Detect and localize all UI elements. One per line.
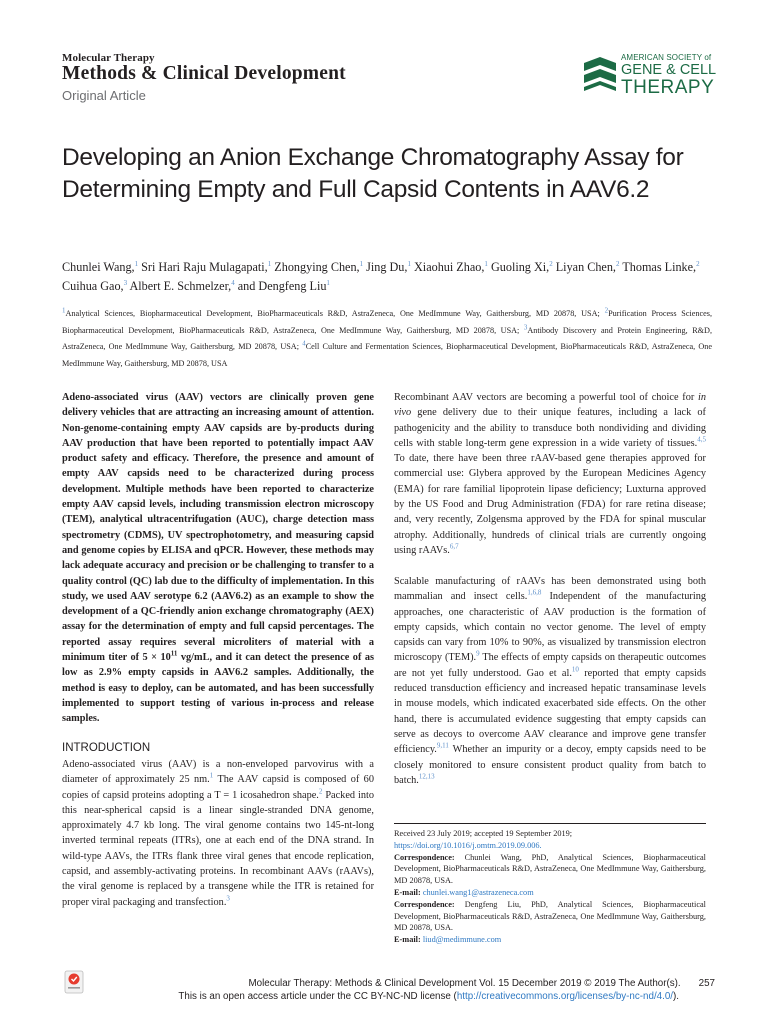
received-dates: Received 23 July 2019; accepted 19 September 2019; — [394, 829, 573, 838]
abstract-text-2: vg/mL, and it can detect the presence of as low as 2.9% empty capsids in AAV6.2 samples. Additionally, the method is easy to deploy, can be automated, and has been successfully implemented to support testing of various in-process and release samples. — [62, 652, 374, 725]
correspondence-text-1: Chunlei Wang, PhD, Analytical Sciences, Biopharmaceutical Development, BioPharmaceuticals R&D, AstraZeneca, One MedImmune Way, Gaithersburg, MD 20878, USA. — [394, 852, 706, 886]
author-name: Cuihua Gao, — [62, 279, 124, 293]
doi-link[interactable]: https://doi.org/10.1016/j.omtm.2019.09.006. — [394, 840, 542, 850]
logo-line-1: AMERICAN SOCIETY of — [621, 53, 712, 62]
journal-series-name: Molecular Therapy — [62, 52, 155, 64]
right-column-paragraph-1 — [394, 390, 706, 558]
reference-marker[interactable]: 9,11 — [436, 741, 449, 750]
text-run: To date, there have been three rAAV-based gene therapies approved for commercial use: Glybera approved by the European Medicines Agency (EMA) for rare familial lipoprotein lipase deficiency; Luxturna approved by the US Food and Drug Administration (FDA) for rare retina disease; and, very recently, Zolgensma approved by the FDA for spinal muscular atrophy. Additionally, hundreds of clinical trials are currently ongoing using rAAVs. — [394, 453, 706, 556]
affiliation-marker: 1 — [267, 259, 272, 268]
affiliation-number: 2 — [604, 306, 609, 315]
abstract-exponent: 11 — [170, 649, 178, 658]
author-name: and Dengfeng Liu — [237, 279, 327, 293]
license-text-pre: This is an open access article under the CC BY-NC-ND license ( — [178, 990, 457, 1002]
text-run: gene delivery due to their unique features, including a lack of pathogenicity and the ability to transduce both nondividing and dividing cells with stable long-term gene expression in a wide variety of tissues. — [394, 407, 706, 449]
page-footer — [170, 978, 715, 1003]
introduction-heading: INTRODUCTION — [62, 742, 151, 754]
check-for-updates-icon[interactable] — [64, 970, 84, 994]
footer-citation: Molecular Therapy: Methods & Clinical Development Vol. 15 December 2019 © 2019 The Author(s). — [248, 978, 681, 989]
body-paragraph — [394, 574, 706, 788]
author-name: Zhongying Chen, — [274, 260, 360, 274]
author-name: Albert E. Schmelzer, — [129, 279, 232, 293]
affiliation-marker: 2 — [696, 259, 700, 268]
author-name: Liyan Chen, — [555, 260, 616, 274]
affiliation-marker: 1 — [359, 259, 364, 268]
license-link[interactable]: http://creativecommons.org/licenses/by-nc-nd/4.0/ — [456, 990, 674, 1002]
author-list — [62, 258, 722, 296]
affiliation-marker: 1 — [326, 278, 330, 287]
affiliation-text: Antibody Discovery and Protein Engineering, R&D, AstraZeneca, One MedImmune Way, Gaithersburg, MD 20878, USA; — [62, 325, 713, 351]
text-run: Scalable manufacturing of rAAVs has been demonstrated using both mammalian and insect cells. — [394, 576, 706, 603]
society-logo — [582, 52, 732, 98]
logo-line-2: GENE & CELL — [621, 62, 717, 78]
abstract-text-1: Adeno-associated virus (AAV) vectors are clinically proven gene delivery vehicles that are attracting an increasing amount of attention. Non-genome-containing empty AAV capsids are by-products during AAV production that have been reported to potentially impact AAV product safety and efficacy. Therefore, the presence and amount of empty AAV capsids need to be characterized during process development. Multiple methods have been reported to characterize empty AAV capsid levels, including transmission electron microscopy (TEM), analytical ultracentrifugation (AUC), charge detection mass spectrometry (CDMS), UV spectrophotometry, and measuring capsid and genome copies by ELISA and qPCR. However, these methods may lack adequate accuracy and precision or be challenging to transfer to a quality control (QC) lab due to the difficulty of implementation. In this study, we used AAV serotype 6.2 (AAV6.2) as an example to show the development of a QC-friendly anion exchange chromatography (AEX) assay for the determination of empty and full capsid percentages. The reported assay requires several microliters of material with a minimum titer of 5 × 10 — [62, 392, 374, 664]
reference-marker[interactable]: 2 — [318, 787, 323, 796]
reference-marker[interactable]: 1,6,8 — [527, 588, 542, 597]
reference-marker[interactable]: 3 — [226, 894, 230, 903]
article-type: Original Article — [62, 88, 146, 103]
text-run: Whether an impurity or a decoy, empty capsids need to be closely monitored to ensure consistent product quality from batch to batch. — [394, 744, 706, 786]
email-link-1[interactable]: chunlei.wang1@astrazeneca.com — [422, 887, 534, 897]
introduction-body — [62, 757, 374, 910]
text-run: Independent of the manufacturing approaches, one characteristic of AAV production is the formation of empty capsids, which contain no vector genome. The level of empty capsids can vary from 10% to 90%, as visualized by transmission electron microscopy (TEM). — [394, 591, 706, 664]
abstract — [62, 390, 374, 727]
affiliation-text: Purification Process Sciences, Biopharmaceutical Development, BioPharmaceuticals R&D, AstraZeneca, One MedImmune Way, Gaithersburg, MD 20878, USA; — [62, 309, 712, 335]
introduction-paragraph — [62, 757, 374, 910]
reference-marker[interactable]: 6,7 — [449, 542, 459, 551]
license-text-post: ). — [673, 990, 679, 1002]
author-name: Chunlei Wang, — [62, 260, 135, 274]
author-name: Sri Hari Raju Mulagapati, — [141, 260, 268, 274]
reference-marker[interactable]: 1 — [209, 771, 214, 780]
correspondence-label-2: Correspondence: — [394, 899, 455, 909]
footnote-divider — [394, 823, 706, 824]
author-name: Thomas Linke, — [622, 260, 697, 274]
text-run: Packed into this near-spherical capsid is a linear single-stranded DNA genome, approximately 4.7 kb long. The viral genome contains two 145-nt-long inverted terminal repeats (ITRs), one at each end of the DNA strand. In wild-type AAVs, the ITRs flank three viral genes that encode replication, capsid, and assembly-activating proteins. In recombinant AAVs (rAAVs), the viral genome is replaced by a transgene while the ITR is retained for proper viral packaging and transfection. — [62, 789, 374, 908]
author-name: Jing Du, — [366, 260, 408, 274]
text-run: Adeno-associated virus (AAV) is a non-enveloped parvovirus with a diameter of approximately 25 nm. — [62, 759, 374, 786]
text-run: The AAV capsid is composed of 60 copies of capsid proteins adopting a T = 1 icosahedron shape. — [62, 774, 374, 801]
affiliation-number: 4 — [302, 339, 306, 348]
correspondence-text-2: Dengfeng Liu, PhD, Analytical Sciences, Biopharmaceutical Development, BioPharmaceuticals R&D, AstraZeneca, One MedImmune Way, Gaithersburg, MD 20878, USA. — [394, 899, 706, 933]
text-run: reported that empty capsids reduced transduction efficiency and increased hepatic transaminase levels in mouse models, which indicated exacerbated side effects. On the other hand, there is accumulated evidence suggesting that empty capsids can serve as decoys to overcome AAV clearance and improve gene transfer efficiency. — [394, 667, 706, 756]
article-footnote — [394, 828, 706, 946]
society-logo-icon — [582, 55, 618, 95]
reference-marker[interactable]: 9 — [476, 650, 480, 659]
author-name: Xiaohui Zhao, — [414, 260, 485, 274]
author-name: Guoling Xi, — [490, 260, 550, 274]
affiliation-marker: 1 — [484, 259, 488, 268]
affiliation-number: 1 — [62, 306, 66, 315]
text-run: Recombinant AAV vectors are becoming a powerful tool of choice for — [394, 392, 698, 403]
email-link-2[interactable]: liud@medimmune.com — [422, 935, 502, 945]
affiliation-marker: 1 — [134, 259, 139, 268]
affiliation-text: Cell Culture and Fermentation Sciences, Biopharmaceutical Development, BioPharmaceuticals R&D, AstraZeneca, One MedImmune Way, Gaithersburg, MD 20878, USA — [62, 342, 712, 368]
reference-marker[interactable]: 10 — [571, 665, 579, 674]
affiliations — [62, 306, 712, 372]
page-number: 257 — [698, 978, 715, 989]
affiliation-text: Analytical Sciences, Biopharmaceutical Development, BioPharmaceuticals R&D, AstraZeneca, One MedImmune Way, Gaithersburg, MD 20878, USA; — [65, 309, 605, 318]
reference-marker[interactable]: 4,5 — [697, 435, 706, 444]
correspondence-label-1: Correspondence: — [394, 852, 455, 862]
journal-title: Methods & Clinical Development — [62, 63, 346, 84]
affiliation-marker: 4 — [231, 278, 235, 287]
right-column-paragraph-2 — [394, 574, 706, 788]
affiliation-number: 3 — [523, 322, 528, 331]
body-paragraph — [394, 390, 706, 558]
affiliation-marker: 2 — [615, 259, 620, 268]
reference-marker[interactable]: 12,13 — [418, 772, 435, 781]
email-label-1: E-mail: — [394, 887, 421, 897]
email-label-2: E-mail: — [394, 935, 421, 945]
affiliation-marker: 3 — [123, 278, 128, 287]
text-run: The effects of empty capsids on therapeutic outcomes are not yet fully understood. Gao et al. — [394, 652, 706, 679]
article-title: Developing an Anion Exchange Chromatography Assay for Determining Empty and Full Capsid Contents in AAV6.2 — [62, 144, 684, 203]
affiliation-marker: 2 — [549, 259, 553, 268]
affiliation-marker: 1 — [407, 259, 411, 268]
italic-text: in vivo — [394, 392, 706, 419]
logo-line-3: THERAPY — [621, 76, 715, 98]
